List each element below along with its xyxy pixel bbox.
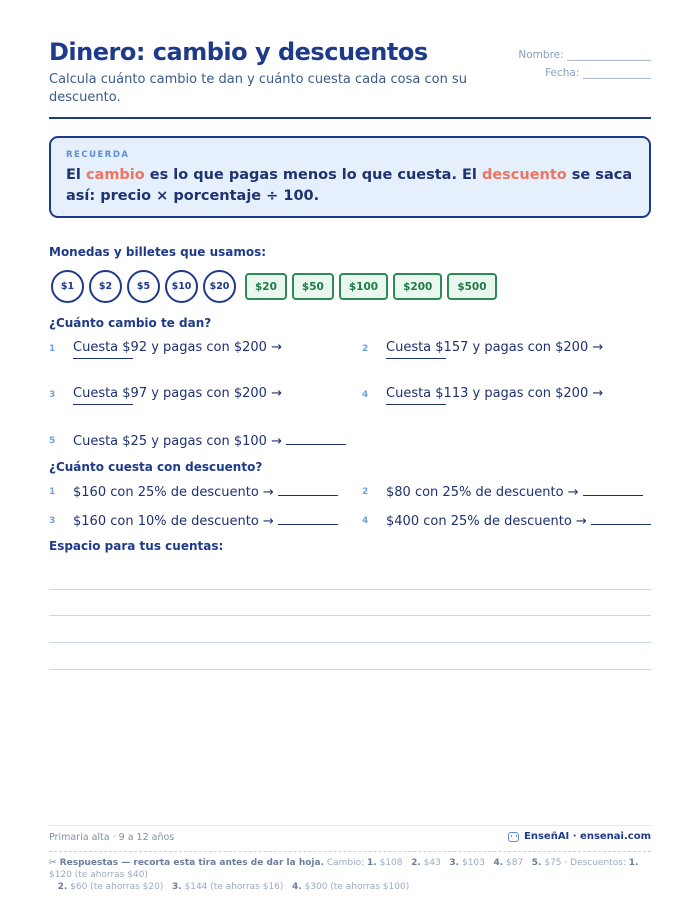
answer-blank[interactable] xyxy=(583,482,643,496)
answer-blank[interactable] xyxy=(73,358,133,359)
work-line[interactable] xyxy=(49,642,651,643)
bill: $500 xyxy=(447,273,496,300)
exercise-text: $160 con 10% de descuento → xyxy=(73,511,338,531)
cut-line xyxy=(49,851,651,852)
keyword-descuento: descuento xyxy=(481,167,567,183)
footer-divider xyxy=(49,825,651,826)
reminder-callout xyxy=(49,136,651,218)
answer-blank[interactable] xyxy=(286,431,346,445)
answer-blank[interactable] xyxy=(386,358,446,359)
exercise-number: 4 xyxy=(362,390,369,400)
exercise-text: $80 con 25% de descuento → xyxy=(386,482,643,502)
exercise-text: $160 con 25% de descuento → xyxy=(73,482,338,502)
callout-tag: RECUERDA xyxy=(66,150,130,160)
date-field[interactable]: Fecha: _____________ xyxy=(545,67,651,79)
work-line[interactable] xyxy=(49,615,651,616)
header-divider xyxy=(49,117,651,119)
exercise-number: 4 xyxy=(362,516,369,526)
change-exercise xyxy=(49,339,349,369)
discount-exercise xyxy=(362,511,651,531)
exercise-text: Cuesta $92 y pagas con $200 → xyxy=(73,340,282,355)
bill: $50 xyxy=(292,273,334,300)
brand-label: EnseñAI · ensenai.com xyxy=(524,831,651,842)
answer-blank[interactable] xyxy=(278,482,338,496)
money-heading: Monedas y billetes que usamos: xyxy=(49,245,267,259)
callout-text: El cambio es lo que pagas menos lo que cuesta. El descuento se saca así: precio × porcentaje ÷ 100. xyxy=(66,167,633,204)
exercise-number: 2 xyxy=(362,344,369,354)
coin: $10 xyxy=(165,270,198,303)
page-subtitle: Calcula cuánto cambio te dan y cuánto cuesta cada cosa con su descuento. xyxy=(49,72,467,105)
exercise-number: 3 xyxy=(49,390,56,400)
work-line[interactable] xyxy=(49,589,651,590)
exercise-number: 5 xyxy=(49,436,56,446)
exercise-text: Cuesta $25 y pagas con $100 → xyxy=(73,431,346,451)
discount-heading: ¿Cuánto cuesta con descuento? xyxy=(49,460,263,474)
change-exercise xyxy=(362,339,651,369)
bill: $100 xyxy=(339,273,388,300)
page-title: Dinero: cambio y descuentos xyxy=(49,38,428,66)
worksheet-page xyxy=(49,0,651,906)
discount-exercise xyxy=(49,511,349,531)
change-exercise xyxy=(362,385,651,415)
answer-blank[interactable] xyxy=(278,511,338,525)
keyword-cambio: cambio xyxy=(85,167,145,183)
work-line[interactable] xyxy=(49,669,651,670)
coin: $2 xyxy=(89,270,122,303)
robot-icon xyxy=(508,832,519,842)
student-info xyxy=(518,46,651,82)
exercise-number: 3 xyxy=(49,516,56,526)
bill: $200 xyxy=(393,273,442,300)
coin: $1 xyxy=(51,270,84,303)
bill: $20 xyxy=(245,273,287,300)
answer-key: ✂ Respuestas — recorta esta tira antes de dar la hoja. Cambio: 1. $108 2. $43 3. $103 4. $87 5. $75 · Descuentos: 1. $120 (te ahorras $40) 2. $60 (te ahorras $20) 3. $144 (te ahorras $16) 4. $300 (te ahorras $100) xyxy=(49,858,639,892)
change-heading: ¿Cuánto cambio te dan? xyxy=(49,316,212,330)
exercise-text: Cuesta $97 y pagas con $200 → xyxy=(73,386,282,401)
work-heading: Espacio para tus cuentas: xyxy=(49,539,224,553)
answer-blank[interactable] xyxy=(73,404,133,405)
answer-blank[interactable] xyxy=(591,511,651,525)
exercise-text: Cuesta $157 y pagas con $200 → xyxy=(386,340,604,355)
coin: $20 xyxy=(203,270,236,303)
discount-exercise xyxy=(49,482,349,502)
exercise-number: 1 xyxy=(49,487,56,497)
exercise-number: 1 xyxy=(49,344,56,354)
name-field[interactable]: Nombre: ________________ xyxy=(518,49,651,61)
discount-exercise xyxy=(362,482,651,502)
money-row xyxy=(51,270,502,303)
brand xyxy=(508,831,651,842)
level-label: Primaria alta · 9 a 12 años xyxy=(49,832,175,843)
exercise-text: $400 con 25% de descuento → xyxy=(386,511,651,531)
change-exercise xyxy=(49,385,349,415)
change-exercise xyxy=(49,431,349,451)
answer-blank[interactable] xyxy=(386,404,446,405)
exercise-text: Cuesta $113 y pagas con $200 → xyxy=(386,386,604,401)
coin: $5 xyxy=(127,270,160,303)
exercise-number: 2 xyxy=(362,487,369,497)
